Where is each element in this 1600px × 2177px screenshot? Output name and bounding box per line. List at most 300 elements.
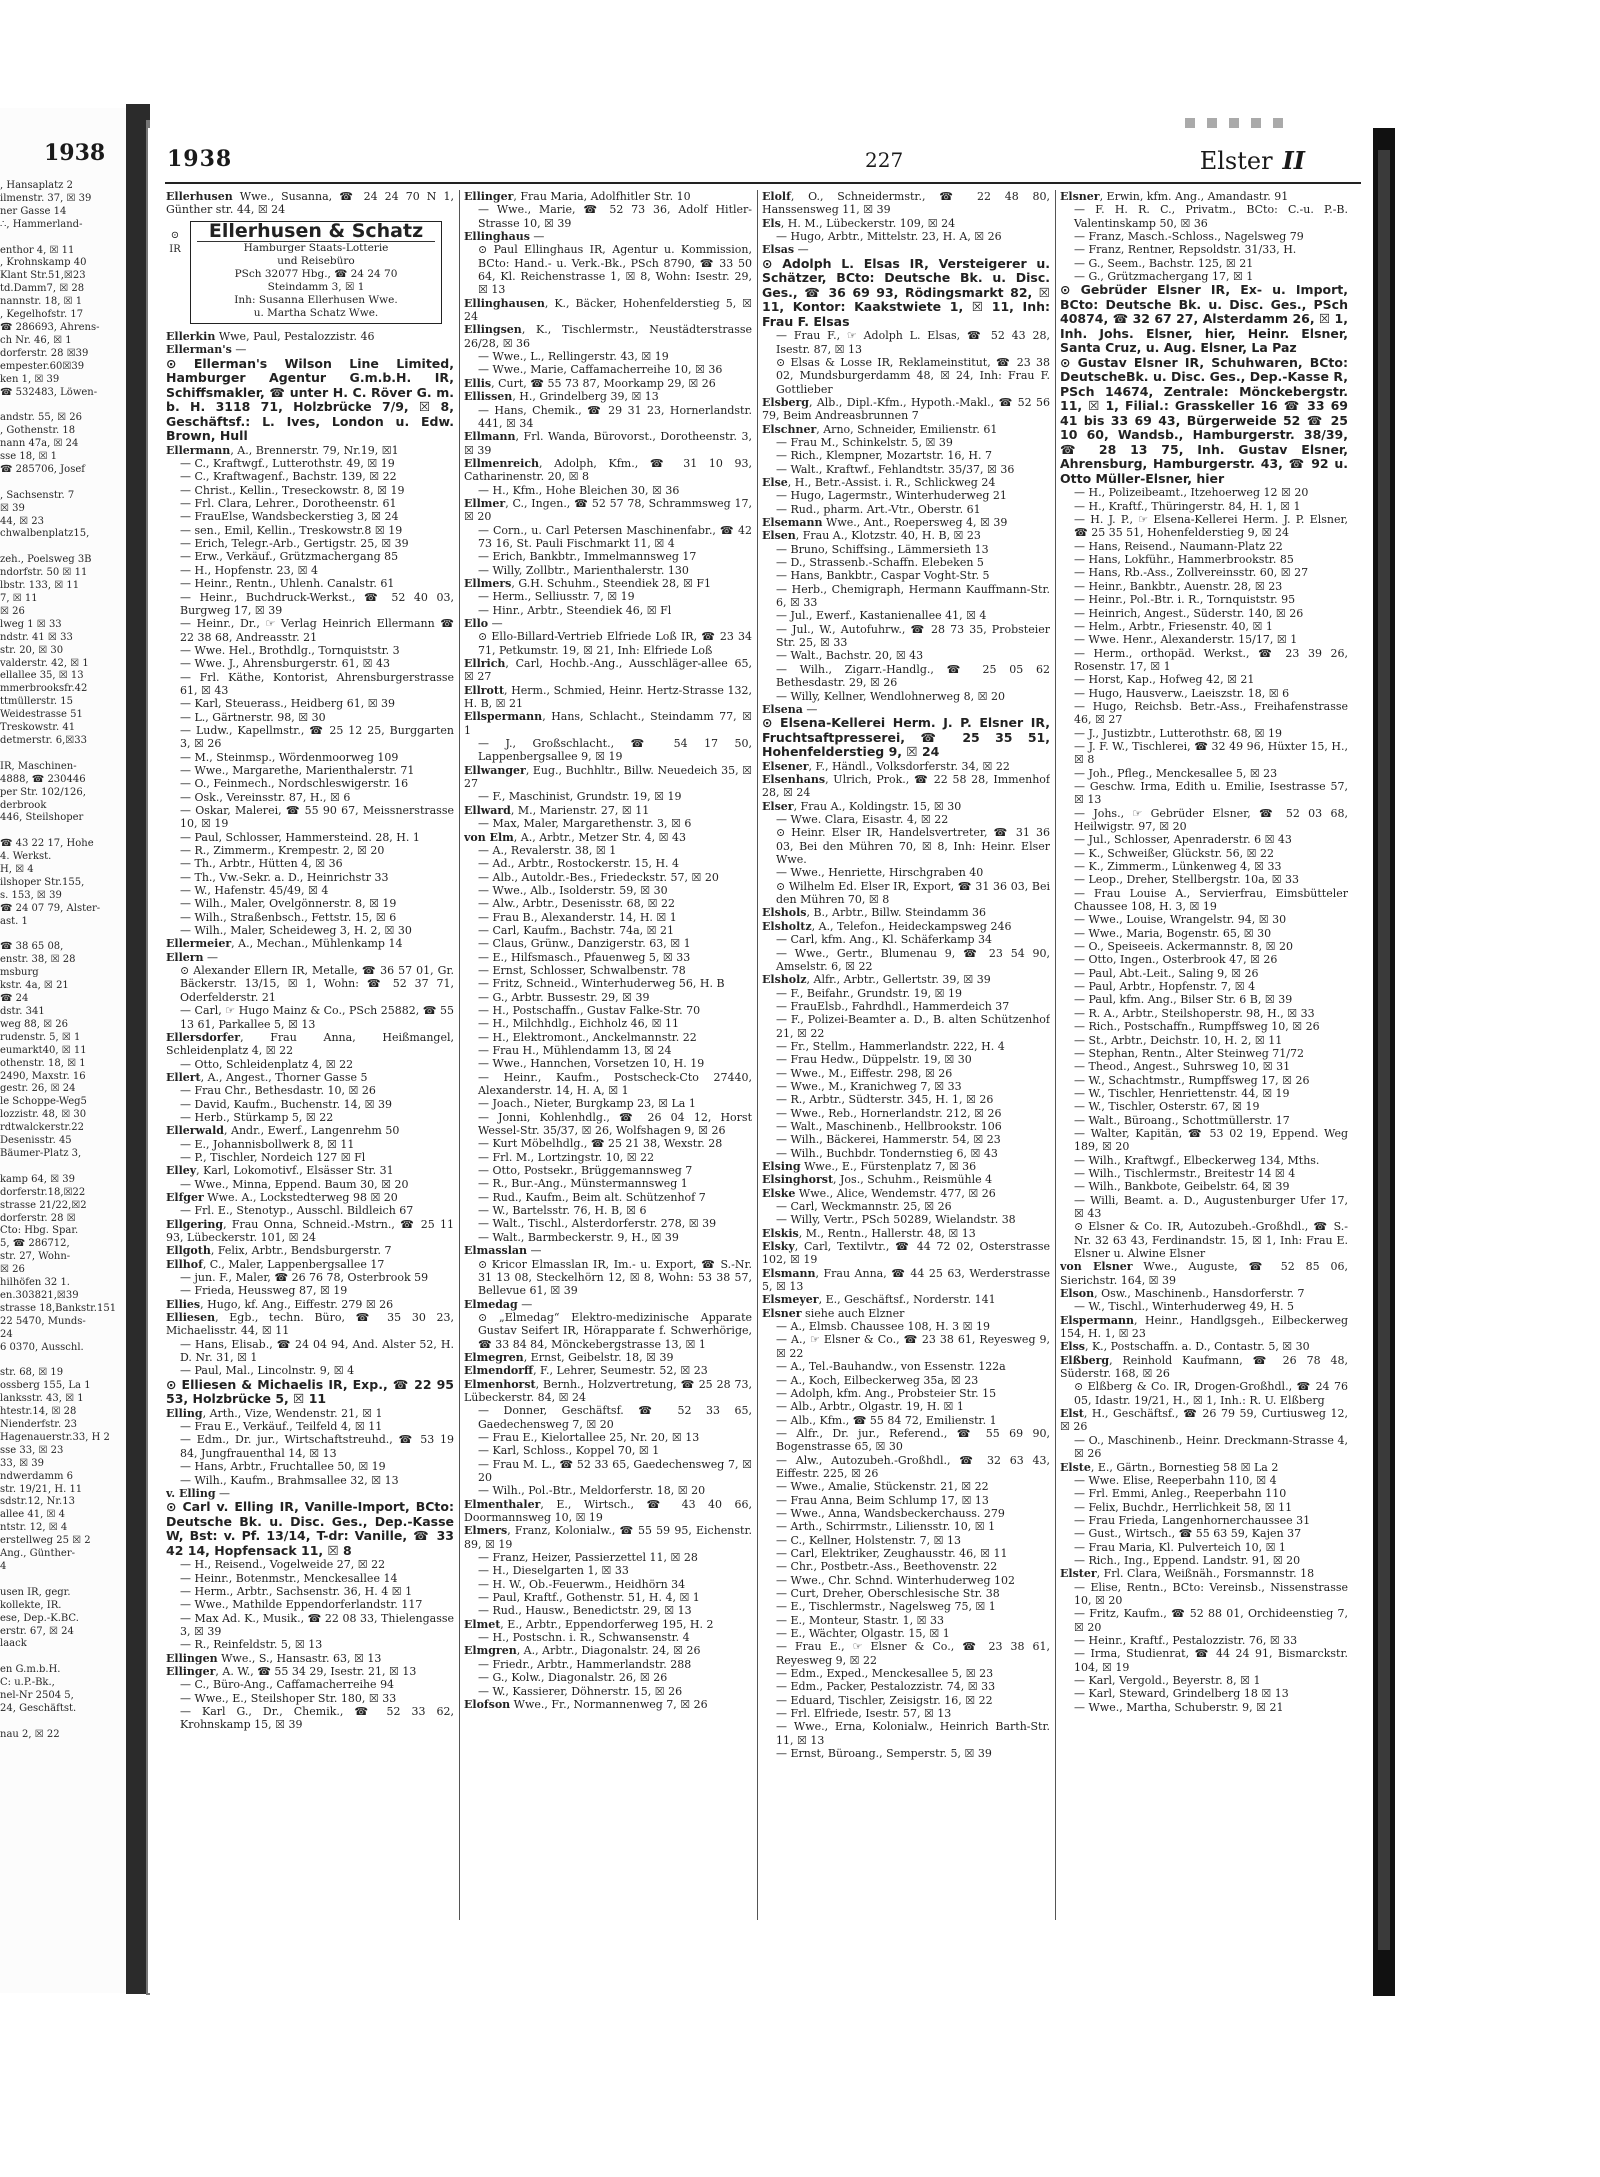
directory-entry — [1060, 1340, 1348, 1353]
sub-entry: — R. A., Arbtr., Steilshoperstr. 98, H., ☒ 33 — [1074, 1006, 1315, 1020]
sub-entry: — Joach., Nieter, Burgkamp 23, ☒ La 1 — [478, 1097, 696, 1111]
firm-entry: ⊙ Elsena-Kellerei Herm. J. P. Elsner IR, Fruchtsaftpresserei, ☎ 25 35 51, Hohenfelderstieg 9, ☒ 24 — [762, 715, 1050, 760]
sub-entry: — Hans, Elisab., ☎ 24 04 94, And. Alster 52, H. D. Nr. 31, ☒ 1 — [180, 1337, 454, 1365]
facing-page-line: andstr. 55, ☒ 26 — [0, 412, 82, 424]
sub-entry: — Arth., Schirrmstr., Liliensstr. 10, ☒ 1 — [776, 1520, 996, 1534]
entry-surname: Ellerwald — [166, 1124, 225, 1138]
sub-entry: — Frau E., Verkäuf., Teilfeld 4, ☒ 11 — [180, 1420, 383, 1434]
directory-entry — [166, 937, 454, 950]
entry-surname: Elolf — [762, 190, 791, 203]
entry-surname: Ellinger — [166, 1664, 216, 1678]
directory-entry — [762, 529, 1050, 542]
facing-page-line: ellallee 35, ☒ 13 — [0, 670, 84, 682]
facing-page-line: s. 153, ☒ 39 — [0, 889, 62, 901]
top-edge-smudge — [1185, 118, 1295, 128]
sub-entry: — Donner, Geschäftsf. ☎ 52 33 65, Gaedechensweg 7, ☒ 20 — [478, 1404, 752, 1431]
sub-entry: — Wilh., Kraftwgf., Elbeckerweg 134, Mths. — [1074, 1153, 1320, 1167]
directory-entry — [762, 1293, 1050, 1306]
sub-entry: — Wilh., Maler, Scheideweg 3, H. 2, ☒ 30 — [180, 924, 412, 938]
sub-entry: — Hugo, Reichsb. Betr.-Ass., Freihafenstrasse 46, ☒ 27 — [1074, 699, 1348, 727]
entry-details: , Adolph, Kfm., ☎ 31 10 93, Catharinenstr. 20, ☒ 8 — [464, 456, 752, 484]
facing-page-line — [0, 825, 122, 838]
sub-entry: — Frau Louise A., Servierfrau, Eimsbütteler Chaussee 108, H. 3, ☒ 19 — [1074, 886, 1348, 914]
sub-entry: — L., Gärtnerstr. 98, ☒ 30 — [180, 710, 326, 724]
entry-surname: Elmasslan — [464, 1244, 528, 1258]
entry-details: , Hans, Schlacht., Steindamm 77, ☒ 1 — [464, 710, 752, 737]
sub-entry: — Frau Chr., Bethesdastr. 10, ☒ 26 — [180, 1084, 376, 1098]
entry-surname: Elshols — [762, 906, 807, 920]
entry-details: Wwe., S., Hansastr. 63, ☒ 13 — [217, 1651, 382, 1665]
sub-entry: — Alw., Autozubeh.-Großhdl., ☎ 32 63 43, Eiffestr. 225, ☒ 26 — [776, 1453, 1050, 1480]
sub-entry: — Wilh., Tischlermstr., Breitestr 14 ☒ 4 — [1074, 1166, 1296, 1180]
directory-entry — [762, 1307, 1050, 1320]
entry-surname: Elsener — [762, 759, 809, 773]
entry-surname: Ellmenreich — [464, 456, 540, 470]
directory-entry — [166, 1487, 454, 1500]
directory-entry — [166, 1124, 454, 1137]
sub-entry: — Irma, Studienrat, ☎ 44 24 91, Bismarckstr. 104, ☒ 19 — [1074, 1647, 1348, 1674]
sub-entry: ⊙ Alexander Ellern IR, Metalle, ☎ 36 57 01, Gr. Bäckerstr. 13/15, ☒ 1, Wohn: ☎ 52 37 71, Oderfelderstr. 21 — [180, 964, 454, 1004]
entry-surname: Elsenhans — [762, 773, 826, 787]
directory-entry — [762, 773, 1050, 800]
facing-page-line: C: u.P.-Bk., — [0, 1677, 55, 1689]
facing-page-line — [0, 748, 122, 761]
entry-details: Wwe., Auguste, ☎ 52 85 06, Sierichstr. 164, ☒ 39 — [1060, 1260, 1348, 1287]
entry-details: , Egb., techn. Büro, ☎ 35 30 23, Michaelisstr. 44, ☒ 11 — [166, 1311, 454, 1338]
sub-entry: — Walt., Maschinenb., Hellbrookstr. 106 — [776, 1119, 1002, 1133]
entry-details: , A., Arbtr., Metzer Str. 4, ☒ 43 — [513, 830, 686, 844]
directory-entry — [166, 1244, 454, 1257]
directory-entry — [464, 390, 752, 403]
facing-page-line: le Schoppe-Weg5 — [0, 1096, 87, 1108]
sub-entry: — Hinr., Arbtr., Steendiek 46, ☒ Fl — [478, 603, 672, 617]
sub-entry: — Jul., Schlosser, Apenraderstr. 6 ☒ 43 — [1074, 833, 1292, 847]
entry-surname: Ellrott — [464, 683, 505, 697]
sub-entry: — Edm., Exped., Menckesallee 5, ☒ 23 — [776, 1667, 994, 1681]
facing-page-line: Weidestrasse 51 — [0, 709, 83, 721]
facing-page-line: 24 — [0, 1328, 13, 1340]
entry-surname: Ellermeier — [166, 937, 232, 951]
facing-page-line: , Gothenstr. 18 — [0, 425, 76, 437]
sub-entry: — Osk., Vereinsstr. 87, H., ☒ 6 — [180, 790, 351, 804]
sub-entry: — Walt., Barmbeckerstr. 9, H., ☒ 39 — [478, 1230, 679, 1244]
column-rule — [757, 190, 758, 1920]
facing-page-line: strasse 21/22,☒2 — [0, 1199, 87, 1211]
sub-entry: — Edm., Packer, Pestalozzistr. 74, ☒ 33 — [776, 1680, 996, 1694]
facing-page-line: 4. Werkst. — [0, 851, 52, 863]
directory-entry — [166, 343, 454, 356]
facing-page-line: str. 68, ☒ 19 — [0, 1367, 64, 1379]
directory-entry — [464, 190, 752, 203]
sub-entry: — Wwe., Marie, Caffamacherreihe 10, ☒ 36 — [478, 363, 723, 377]
sub-entry: — FrauElse, Wandsbeckerstieg 3, ☒ 24 — [180, 510, 399, 524]
directory-entry — [464, 1298, 752, 1311]
sub-entry: — Fr., Stellm., Hammerlandstr. 222, H. 4 — [776, 1039, 1005, 1053]
directory-entry — [464, 430, 752, 457]
entry-surname: Elser — [762, 799, 794, 813]
directory-entry — [166, 1164, 454, 1177]
facing-page-line: 5, ☎ 286712, — [0, 1238, 70, 1250]
sub-entry: ⊙ Elsner & Co. IR, Autozubeh.-Großhdl., ☎ S.-Nr. 32 63 43, Ferdinandstr. 15, ☒ 1, Inh: Frau E. Elsner u. Alwine Elsner — [1074, 1220, 1348, 1260]
facing-page-line: ossberg 155, La 1 — [0, 1380, 91, 1392]
sub-entry: — Heinr., Botenmstr., Menckesallee 14 — [180, 1571, 398, 1585]
sub-entry: — Rich., Ing., Eppend. Landstr. 91, ☒ 20 — [1074, 1553, 1301, 1567]
sub-entry: — W., Tischl., Winterhuderweg 49, H. 5 — [1074, 1300, 1295, 1314]
facing-page-year: 1938 — [44, 140, 106, 166]
sub-entry: — J., Großschlacht., ☎ 54 17 50, Lappenbergsallee 9, ☒ 19 — [478, 737, 752, 764]
sub-entry: — Wwe., Reb., Hornerlandstr. 212, ☒ 26 — [776, 1106, 1002, 1120]
entry-details: Wwe., E., Fürstenplatz 7, ☒ 36 — [800, 1160, 977, 1173]
sub-entry: — Wwe., Alb., Isolderstr. 59, ☒ 30 — [478, 883, 668, 897]
sub-entry: — Franz, Masch.-Schloss., Nagelsweg 79 — [1074, 230, 1304, 244]
sub-entry: — Wwe., L., Rellingerstr. 43, ☒ 19 — [478, 350, 669, 364]
facing-page-line: ilmenstr. 37, ☒ 39 — [0, 192, 92, 204]
entry-details: , A., Angest., Thorner Gasse 5 — [200, 1070, 368, 1084]
entry-details: , O., Schneidermstr., ☎ 22 48 80, Hanssensweg 11, ☒ 39 — [762, 190, 1050, 217]
header-rule — [165, 182, 1361, 184]
sub-entry: — Alb., Kfm., ☎ 55 84 72, Emilienstr. 1 — [776, 1413, 997, 1427]
entry-details: , Alb., Dipl.-Kfm., Hypoth.-Makl., ☎ 52 56 79, Beim Andreasbrunnen 7 — [762, 395, 1050, 423]
sub-entry: — Carl, Weckmannstr. 25, ☒ 26 — [776, 1200, 952, 1214]
sub-entry: — O., Speiseeis. Ackermannstr. 8, ☒ 20 — [1074, 940, 1293, 954]
entry-details: , H., Betr.-Assist. i. R., Schlickweg 24 — [787, 476, 996, 489]
entry-details: — — [215, 1486, 231, 1500]
sub-entry: — H., Postschaffn., Gustav Falke-Str. 70 — [478, 1003, 701, 1017]
entry-details: — — [203, 950, 219, 964]
entry-details: , Heinr., Handlgsgeh., Eilbeckerweg 154, H. 1, ☒ 23 — [1060, 1313, 1348, 1341]
sub-entry: — Heinr., Rentn., Uhlenh. Canalstr. 61 — [180, 577, 395, 591]
entry-details: , Frau Anna, Heißmangel, Schleidenplatz 4, ☒ 22 — [166, 1030, 454, 1058]
facing-page-line: en G.m.b.H. — [0, 1664, 61, 1676]
facing-page-line: erstellweg 25 ☒ 2 — [0, 1535, 91, 1547]
entry-details: , Hugo, kf. Ang., Eiffestr. 279 ☒ 26 — [200, 1297, 394, 1311]
sub-entry: — K., Zimmerm., Lünkenweg 4, ☒ 33 — [1074, 860, 1282, 874]
sub-entry: — G., Arbtr. Bussestr. 29, ☒ 39 — [478, 990, 650, 1004]
sub-entry: — Carl, ☞ Hugo Mainz & Co., PSch 25882, ☎ 55 13 61, Parkallee 5, ☒ 13 — [180, 1004, 454, 1031]
sub-entry: — Jonni, Kohlenhdlg., ☎ 26 04 12, Horst Wessel-Str. 35/37, ☒ 26, Wolfshagen 9, ☒ 26 — [478, 1110, 752, 1138]
sub-entry: — Frau M. L., ☎ 52 33 65, Gaedechensweg 7, ☒ 20 — [478, 1457, 752, 1484]
sub-entry: — Claus, Grünw., Danzigerstr. 63, ☒ 1 — [478, 937, 691, 951]
sub-entry: — J. F. W., Tischlerei, ☎ 32 49 96, Hüxter 15, H., ☒ 8 — [1074, 739, 1348, 767]
sub-entry: — Hans, Rb.-Ass., Zollvereinsstr. 60, ☒ 27 — [1074, 566, 1309, 580]
sub-entry: — Oskar, Malerei, ☎ 55 90 67, Meissnerstrasse 10, ☒ 19 — [180, 804, 454, 831]
sub-entry: — Wwe., Martha, Schuberstr. 9, ☒ 21 — [1074, 1700, 1284, 1714]
sub-entry: — Walt., Tischl., Alsterdorferstr. 278, ☒ 39 — [478, 1217, 717, 1231]
facing-page-line: H, ☒ 4 — [0, 864, 34, 876]
entry-surname: Ello — [464, 617, 489, 630]
facing-page-line: sdstr.12, Nr.13 — [0, 1496, 75, 1508]
directory-entry — [1060, 1354, 1348, 1381]
advert-line: Inh: Susanna Ellerhusen Wwe. — [234, 294, 398, 307]
entry-surname: Ellmer — [464, 496, 506, 510]
entry-details: , Carl, Hochb.-Ang., Ausschläger-allee 65, ☒ 27 — [464, 657, 752, 684]
facing-page-line: dstr. 341 — [0, 1006, 45, 1017]
sub-entry: — jun. F., Maler, ☎ 26 76 78, Osterbrook 59 — [180, 1271, 429, 1285]
facing-page-line: mmerbrooksfr.42 — [0, 683, 88, 695]
directory-entry — [762, 516, 1050, 529]
directory-entry — [464, 657, 752, 684]
facing-page-line: erstr. 67, ☒ 24 — [0, 1625, 74, 1637]
entry-details: , Frl. Clara, Weißnäh., Forsmannstr. 18 — [1096, 1567, 1315, 1581]
sub-entry: — Ernst, Schlosser, Schwalbenstr. 78 — [478, 963, 686, 977]
sub-entry: — Heinr., Kraftf., Pestalozzistr. 76, ☒ 33 — [1074, 1633, 1298, 1647]
entry-surname: Elsmeyer — [762, 1293, 819, 1307]
sub-entry: — Kurt Möbelhdlg., ☎ 25 21 38, Wexstr. 28 — [478, 1137, 723, 1151]
sub-entry: — Erich, Bankbtr., Immelmannsweg 17 — [478, 550, 697, 564]
sub-entry: — H., Kfm., Hohe Bleichen 30, ☒ 36 — [478, 483, 680, 497]
directory-entry — [464, 1644, 752, 1657]
sub-entry: — R., Zimmerm., Krempestr. 2, ☒ 20 — [180, 844, 385, 858]
facing-page-line: ☎ 24 07 79, Alster- — [0, 902, 101, 914]
sub-entry: — Paul, Arbtr., Hopfenstr. 7, ☒ 4 — [1074, 980, 1256, 994]
facing-page-line: ese, Dep.-K.BC. — [0, 1612, 79, 1624]
entry-details: , Frau Maria, Adolfhitler Str. 10 — [513, 190, 691, 203]
entry-details: , Arno, Schneider, Emilienstr. 61 — [816, 422, 998, 436]
advert-side-marks — [166, 229, 184, 257]
sub-entry: — H., Hopfenstr. 23, ☒ 4 — [180, 563, 318, 577]
facing-page-line: ☎ 286693, Ahrens- — [0, 321, 100, 333]
sub-entry: ⊙ Elßberg & Co. IR, Drogen-Großhdl., ☎ 24 76 05, Idastr. 19/21, H., ☒ 1, Inh.: R. U. Elßberg — [1074, 1380, 1348, 1407]
sub-entry: — C., Kraftwgf., Lutterothstr. 49, ☒ 19 — [180, 457, 395, 471]
sub-entry: — Karl G., Dr., Chemik., ☎ 52 33 62, Krohnskamp 15, ☒ 39 — [180, 1704, 454, 1732]
directory-entry — [762, 423, 1050, 436]
entry-surname: Elling — [166, 1406, 203, 1420]
directory-entry — [464, 323, 752, 350]
sub-entry: — Alb., Arbtr., Olgastr. 19, H. ☒ 1 — [776, 1400, 964, 1414]
directory-entry — [166, 1652, 454, 1665]
sub-entry: — Karl, Steuerass., Heidberg 61, ☒ 39 — [180, 697, 396, 711]
sub-entry: — P., Tischler, Nordeich 127 ☒ Fl — [180, 1150, 366, 1164]
column-rule — [1055, 190, 1056, 1920]
directory-entry — [1060, 1287, 1348, 1300]
sub-entry: — Wwe. Henr., Alexanderstr. 15/17, ☒ 1 — [1074, 633, 1298, 647]
entry-surname: Ellis — [464, 376, 492, 390]
directory-entry — [1060, 1314, 1348, 1341]
sub-entry: — H., Reisend., Vogelweide 27, ☒ 22 — [180, 1558, 386, 1572]
sub-entry: — J., Justizbtr., Lutterothstr. 68, ☒ 19 — [1074, 726, 1282, 740]
sub-entry: — R., Arbtr., Südterstr. 345, H. 1, ☒ 26 — [776, 1093, 994, 1107]
entry-surname: Elst — [1060, 1407, 1084, 1421]
directory-entry — [166, 444, 454, 457]
facing-page-line: 6 0370, Ausschl. — [0, 1341, 84, 1353]
directory-entry — [464, 1618, 752, 1631]
sub-entry: ⊙ Wilhelm Ed. Elser IR, Export, ☎ 31 36 03, Bei den Mühren 70, ☒ 8 — [776, 879, 1050, 907]
facing-page-line: ndorfstr. 50 ☒ 11 — [0, 567, 88, 579]
sub-entry: — Wilh., Zigarr.-Handlg., ☎ 25 05 62 Bethesdastr. 29, ☒ 26 — [776, 662, 1050, 690]
sub-entry: — Carl, Elektriker, Zeughausstr. 46, ☒ 11 — [776, 1546, 1008, 1560]
sub-entry: — Willy, Zollbtr., Marienthalerstr. 130 — [478, 563, 689, 577]
entry-surname: von Elm — [464, 830, 514, 844]
facing-page-line: kamp 64, ☒ 39 — [0, 1173, 76, 1185]
facing-page-line: dorferstr. 28 ☒ — [0, 1212, 76, 1224]
sub-entry: — Ernst, Büroang., Semperstr. 5, ☒ 39 — [776, 1747, 992, 1761]
entry-details: , A., Brennerstr. 79, Nr.19, ☒1 — [230, 443, 399, 457]
facing-page-line: ☒ 39 — [0, 502, 25, 514]
directory-entry — [1060, 1260, 1348, 1287]
sub-entry: — C., Kraftwagenf., Bachstr. 139, ☒ 22 — [180, 470, 397, 484]
entry-surname: Elsholtz — [762, 919, 812, 933]
entry-details: , A., Arbtr., Diagonalstr. 24, ☒ 26 — [516, 1644, 701, 1658]
entry-details: , Arth., Vize, Wendenstr. 21, ☒ 1 — [202, 1406, 383, 1420]
sub-entry: ⊙ Paul Ellinghaus IR, Agentur u. Kommission, BCto: Hand.- u. Verk.-Bk., PSch 8790, ☎ 33 50 64, Kl. Reichenstrasse 1, ☒ 8, Wohn: Isestr. 29, ☒ 13 — [478, 243, 752, 297]
entry-surname: Elmedag — [464, 1297, 518, 1311]
sub-entry: — Chr., Postbetr.-Ass., Beethovenstr. 22 — [776, 1560, 998, 1574]
sub-entry: — Stephan, Rentn., Alter Steinweg 71/72 — [1074, 1046, 1304, 1060]
entry-surname: Elßberg — [1060, 1353, 1110, 1367]
sub-entry: — F., Maschinist, Grundstr. 19, ☒ 19 — [478, 790, 682, 804]
sub-entry: — Herb., Stürkamp 5, ☒ 22 — [180, 1110, 334, 1124]
sub-entry: — Th., Vw.-Sekr. a. D., Heinrichstr 33 — [180, 870, 389, 884]
viewer-bottom-margin — [0, 2000, 1600, 2177]
facing-page-line: ntstr. 12, ☒ 4 — [0, 1522, 68, 1534]
entry-details: Wwe, Paul, Pestalozzistr. 46 — [215, 330, 375, 344]
entry-details: , Felix, Arbtr., Bendsburgerstr. 7 — [210, 1244, 392, 1258]
sub-entry: — Herm., orthopäd. Werkst., ☎ 23 39 26, Rosenstr. 17, ☒ 1 — [1074, 646, 1348, 673]
sub-entry: — Wwe. Clara, Eisastr. 4, ☒ 22 — [776, 813, 949, 827]
directory-entry — [762, 703, 1050, 716]
sub-entry: — C., Büro-Ang., Caffamacherreihe 94 — [180, 1678, 395, 1692]
sub-entry: — H. J. P., ☞ Elsena-Kellerei Herm. J. P. Elsner, ☎ 25 35 51, Hohenfelderstieg 9, ☒ 24 — [1074, 513, 1348, 540]
directory-entry — [762, 920, 1050, 933]
facing-page-line: hilhöfen 32 1. — [0, 1277, 70, 1289]
entry-details: — — [802, 702, 818, 716]
entry-surname: Elsemann — [762, 516, 823, 530]
entry-surname: Elsmann — [762, 1266, 816, 1280]
directory-entry — [762, 1160, 1050, 1173]
directory-entry — [464, 684, 752, 711]
entry-details: , F., Händl., Volksdorferstr. 34, ☒ 22 — [808, 759, 1010, 773]
sub-entry: — Frl. Käthe, Kontorist, Ahrensburgerstrasse 61, ☒ 43 — [180, 670, 454, 697]
sub-entry: — O., Feinmech., Nordschleswigerstr. 16 — [180, 777, 409, 791]
entry-surname: Elofson — [464, 1697, 511, 1711]
sub-entry: — Erw., Verkäuf., Grützmachergang 85 — [180, 550, 399, 564]
directory-entry — [166, 190, 454, 217]
sub-entry: — Rich., Postschaffn., Rumpffsweg 10, ☒ 26 — [1074, 1020, 1320, 1034]
entry-details: , K., Tischlermstr., Neustädterstrasse 26/28, ☒ 36 — [464, 323, 752, 350]
entry-details: , E., Gärtn., Bornestieg 58 ☒ La 2 — [1090, 1460, 1279, 1474]
sub-entry: — Frau E., ☞ Elsner & Co., ☎ 23 38 61, Reyesweg 9, ☒ 22 — [776, 1640, 1050, 1667]
facing-page-line: Cto: Hbg. Spar. — [0, 1225, 79, 1237]
facing-page-line: lozzistr. 48, ☒ 30 — [0, 1109, 87, 1121]
sub-entry: — Paul, Mal., Lincolnstr. 9, ☒ 4 — [180, 1364, 355, 1378]
facing-page-line: str. 27, Wohn- — [0, 1251, 71, 1263]
entry-surname: Ellies — [166, 1297, 201, 1311]
facing-page-line: rudenstr. 5, ☒ 1 — [0, 1031, 81, 1043]
facing-page-line: , Hansaplatz 2 — [0, 180, 73, 191]
sub-entry: — Alfr., Dr. jur., Referend., ☎ 55 69 90, Bogenstrasse 65, ☒ 30 — [776, 1426, 1050, 1454]
advert-side-mark: ⊙ — [170, 229, 180, 241]
sub-entry: — W., Hafenstr. 45/49, ☒ 4 — [180, 884, 329, 898]
entry-details: , H., Grindelberg 39, ☒ 13 — [512, 390, 659, 404]
sub-entry: — Heinr., Pol.-Btr. i. R., Tornquiststr. 95 — [1074, 593, 1296, 607]
entry-details: Wwe., Ant., Roepersweg 4, ☒ 39 — [822, 516, 1008, 530]
sub-entry: — R., Reinfeldstr. 5, ☒ 13 — [180, 1638, 323, 1652]
sub-entry: — Hans, Chemik., ☎ 29 31 23, Hornerlandstr. 441, ☒ 34 — [478, 403, 752, 430]
facing-page-line: str. 19/21, H. 11 — [0, 1483, 83, 1495]
directory-entry — [166, 330, 454, 343]
sub-entry: — Frl. Elfriede, Isestr. 57, ☒ 13 — [776, 1707, 952, 1721]
facing-page-line — [0, 929, 122, 942]
sub-entry: — K., Schweißer, Glückstr. 56, ☒ 22 — [1074, 846, 1274, 860]
sub-entry: — Hans, Arbtr., Fruchtallee 50, ☒ 19 — [180, 1460, 386, 1474]
entry-surname: Elmet — [464, 1617, 501, 1631]
directory-entry — [762, 1173, 1050, 1186]
sub-entry: — Erich, Telegr.-Arb., Gertigstr. 25, ☒ 39 — [180, 537, 409, 551]
sub-entry: — Max Ad. K., Musik., ☎ 22 08 33, Thielengasse 3, ☒ 39 — [180, 1611, 454, 1638]
advert-line: PSch 32077 Hbg., ☎ 24 24 70 — [234, 268, 398, 281]
facing-page-line: ☎ 532483, Löwen- — [0, 386, 98, 398]
directory-entry — [166, 1071, 454, 1084]
entry-surname: Ellspermann — [464, 710, 543, 724]
facing-page-line: lanksstr. 43, ☒ 1 — [0, 1393, 84, 1405]
directory-entry — [464, 457, 752, 484]
advert-line: u. Martha Schatz Wwe. — [253, 307, 379, 320]
facing-page-line: htestr.14, ☒ 28 — [0, 1406, 77, 1418]
index-roman: II — [1282, 146, 1305, 175]
sub-entry: — Wilh., Buchbdr. Tondernstieg 6, ☒ 43 — [776, 1146, 998, 1160]
directory-entry — [762, 800, 1050, 813]
facing-page-line — [0, 399, 122, 412]
entry-details: , Osw., Maschinenb., Hansdorferstr. 7 — [1094, 1287, 1305, 1301]
sub-entry: — Wwe., Gertr., Blumenau 9, ☎ 23 54 90, Amselstr. 6, ☒ 22 — [776, 946, 1050, 973]
sub-entry: — Frau H., Mühlendamm 13, ☒ 24 — [478, 1044, 672, 1057]
facing-page-line: ner Gasse 14 — [0, 205, 67, 217]
directory-entry — [464, 377, 752, 390]
sub-entry: — A., Revalerstr. 38, ☒ 1 — [478, 843, 617, 857]
sub-entry: — Wwe. J., Ahrensburgerstr. 61, ☒ 43 — [180, 657, 390, 671]
sub-entry: — Bruno, Schiffsing., Lämmersieth 13 — [776, 542, 989, 556]
entry-details: Wwe., Fr., Normannenweg 7, ☒ 26 — [510, 1697, 708, 1711]
directory-entry — [464, 1698, 752, 1711]
sub-entry: — E., Tischlermstr., Nagelsweg 75, ☒ 1 — [776, 1600, 996, 1614]
sub-entry: — Hugo, Lagermstr., Winterhuderweg 21 — [776, 489, 1007, 503]
facing-page-line: enthor 4, ☒ 11 — [0, 244, 75, 256]
entry-details: , Jos., Schuhm., Reismühle 4 — [833, 1173, 993, 1187]
entry-surname: Ellinghausen — [464, 296, 545, 310]
facing-page-line: 2490, Maxstr. 16 — [0, 1070, 86, 1082]
directory-entry — [166, 1407, 454, 1420]
facing-page-line: nel-Nr 2504 5, — [0, 1690, 74, 1702]
sub-entry: — Rud., Kaufm., Beim alt. Schützenhof 7 — [478, 1190, 706, 1204]
directory-column-3 — [762, 190, 1050, 1930]
directory-entry — [1060, 1461, 1348, 1474]
sub-entry: — Willy, Kellner, Wendlohnerweg 8, ☒ 20 — [776, 689, 1005, 703]
sub-entry: — Frl. E., Stenotyp., Ausschl. Bildleich 67 — [180, 1204, 414, 1218]
sub-entry: — Walt., Bachstr. 20, ☒ 43 — [776, 649, 924, 663]
facing-page-line: Bäumer-Platz 3, — [0, 1147, 82, 1159]
sub-entry: — Frau Frieda, Langenhornerchaussee 31 — [1074, 1513, 1311, 1527]
facing-page-line: , Kegelhofstr. 17 — [0, 309, 84, 321]
entry-surname: Ellerkin — [166, 330, 216, 344]
facing-page-line — [0, 1354, 122, 1367]
sub-entry: — Wwe., Anna, Wandsbeckerchauss. 279 — [776, 1506, 1005, 1520]
facing-page-line: IR, Maschinen- — [0, 760, 77, 772]
sub-entry: — Max, Maler, Margarethenstr. 3, ☒ 6 — [478, 817, 692, 831]
facing-page-line: enstr. 38, ☒ 28 — [0, 954, 76, 966]
directory-entry — [762, 1227, 1050, 1240]
facing-page-line: Hagenauerstr.33, H 2 — [0, 1431, 110, 1443]
entry-surname: Ellrich — [464, 657, 506, 671]
sub-entry: — W., Schachtmstr., Rumpffsweg 17, ☒ 26 — [1074, 1073, 1310, 1087]
sub-entry: — Fritz, Schneid., Winterhuderweg 56, H. B — [478, 977, 725, 991]
facing-page-line: ☎ 38 65 08, — [0, 941, 64, 953]
facing-page-line: ☒ 26 — [0, 1264, 25, 1276]
firm-entry: ⊙ Carl v. Elling IR, Vanille-Import, BCto: Deutsche Bk. u. Disc. Ges., Dep.-Kasse W, Bst: v. Pf. 13/14, T-dr: Vanille, ☎ 33 42 14, Hopfensack 11, ☒ 8 — [166, 1499, 454, 1558]
facing-page-line: 4 — [0, 1560, 7, 1572]
sub-entry: — Jul., W., Autofuhrw., ☎ 28 73 35, Probsteier Str. 25, ☒ 33 — [776, 622, 1050, 650]
sub-entry: — C., Kellner, Holstenstr. 7, ☒ 13 — [776, 1533, 961, 1547]
entry-surname: Elmgren — [464, 1644, 517, 1658]
